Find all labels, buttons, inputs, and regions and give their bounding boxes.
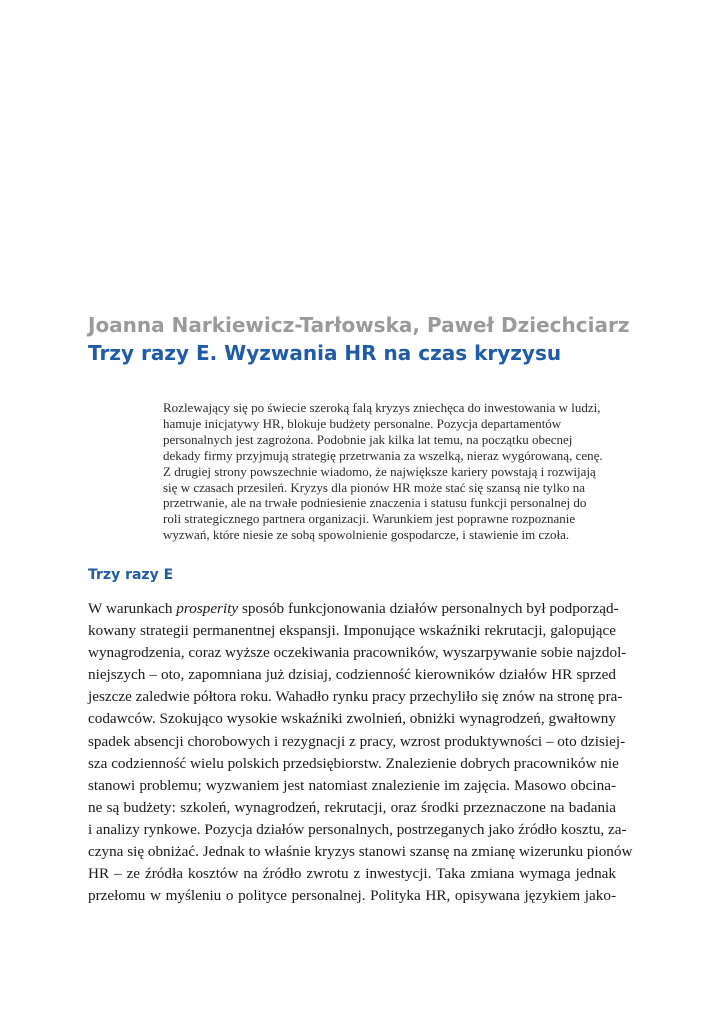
body-line <box>88 598 619 620</box>
body-italic-term: prosperity <box>176 600 239 617</box>
body-line: sza codzienność wielu polskich przedsiębiorstw. Znalezienie dobrych pracowników nie <box>88 754 619 772</box>
body-line: i analizy rynkowe. Pozycja działów personalnych, postrzeganych jako źródło kosztu, za- <box>88 820 627 838</box>
abstract-line: wyzwań, które niesie ze sobą spowolnienie gospodarcze, i stawienie im czoła. <box>163 527 570 543</box>
body-line: jeszcze zaledwie półtora roku. Wahadło rynku pracy przechyliło się znów na stronę pra- <box>88 688 623 706</box>
abstract-line: dekady firmy przyjmują strategię przetrwania za wszelką, nieraz wygórowaną, cenę. <box>163 447 603 463</box>
body-text-run: sposób funkcjonowania działów personalnych był podporząd- <box>238 600 619 617</box>
body-line: codawców. Szokująco wysokie wskaźniki zwolnień, obniżki wynagrodzeń, gwałtowny <box>88 710 616 728</box>
body-line: niejszych – oto, zapomniana już dzisiaj, codzienność kierowników działów HR sprzed <box>88 666 616 684</box>
body-line: przełomu w myśleniu o polityce personalnej. Polityka HR, opisywana językiem jako- <box>88 887 616 905</box>
body-line: czyna się obniżać. Jednak to właśnie kryzys stanowi szansę na zmianę wizerunku pionów <box>88 843 633 861</box>
abstract-line: przetrwanie, ale na trwałe podniesienie znaczenia i statusu funkcji personalnej do <box>163 495 587 511</box>
article-abstract <box>163 400 620 543</box>
body-paragraph <box>88 598 633 907</box>
body-line: stanowi problemu; wyzwaniem jest natomiast znalezienie im zajęcia. Masowo obcina- <box>88 776 616 794</box>
abstract-line: się w czasach przesileń. Kryzys dla pionów HR może stać się szansą nie tylko na <box>163 479 586 495</box>
abstract-line: roli strategicznego partnera organizacji. Warunkiem jest poprawne rozpoznanie <box>163 511 576 527</box>
body-line: HR – ze źródła kosztów na źródło zwrotu z inwestycji. Taka zmiana wymaga jednak <box>88 865 616 883</box>
article-title: Trzy razy E. Wyzwania HR na czas kryzysu <box>88 341 562 365</box>
abstract-line: personalnych jest zagrożona. Podobnie jak kilka lat temu, na początku obecnej <box>163 431 573 447</box>
body-line: ne są budżety: szkoleń, wynagrodzeń, rekrutacji, oraz środki przeznaczone na badania <box>88 798 616 816</box>
body-line: wynagrodzenia, coraz wyższe oczekiwania pracowników, wyszarpywanie sobie najzdol- <box>88 644 627 662</box>
article-authors: Joanna Narkiewicz-Tarłowska, Paweł Dziechciarz <box>88 313 630 337</box>
abstract-line: hamuje inicjatywy HR, blokuje budżety personalne. Pozycja departamentów <box>163 415 562 431</box>
body-line: kowany strategii permanentnej ekspansji. Imponujące wskaźniki rekrutacji, galopujące <box>88 622 616 640</box>
section-heading: Trzy razy E <box>88 567 174 583</box>
abstract-line: Rozlewający się po świecie szeroką falą kryzys zniechęca do inwestowania w ludzi, <box>163 400 601 415</box>
body-text-run: W warunkach <box>88 600 177 617</box>
body-line: spadek absencji chorobowych i rezygnacji z pracy, wzrost produktywności – oto dzisiej- <box>88 732 626 750</box>
abstract-line: Z drugiej strony powszechnie wiadomo, że największe kariery powstają i rozwijają <box>163 463 596 479</box>
